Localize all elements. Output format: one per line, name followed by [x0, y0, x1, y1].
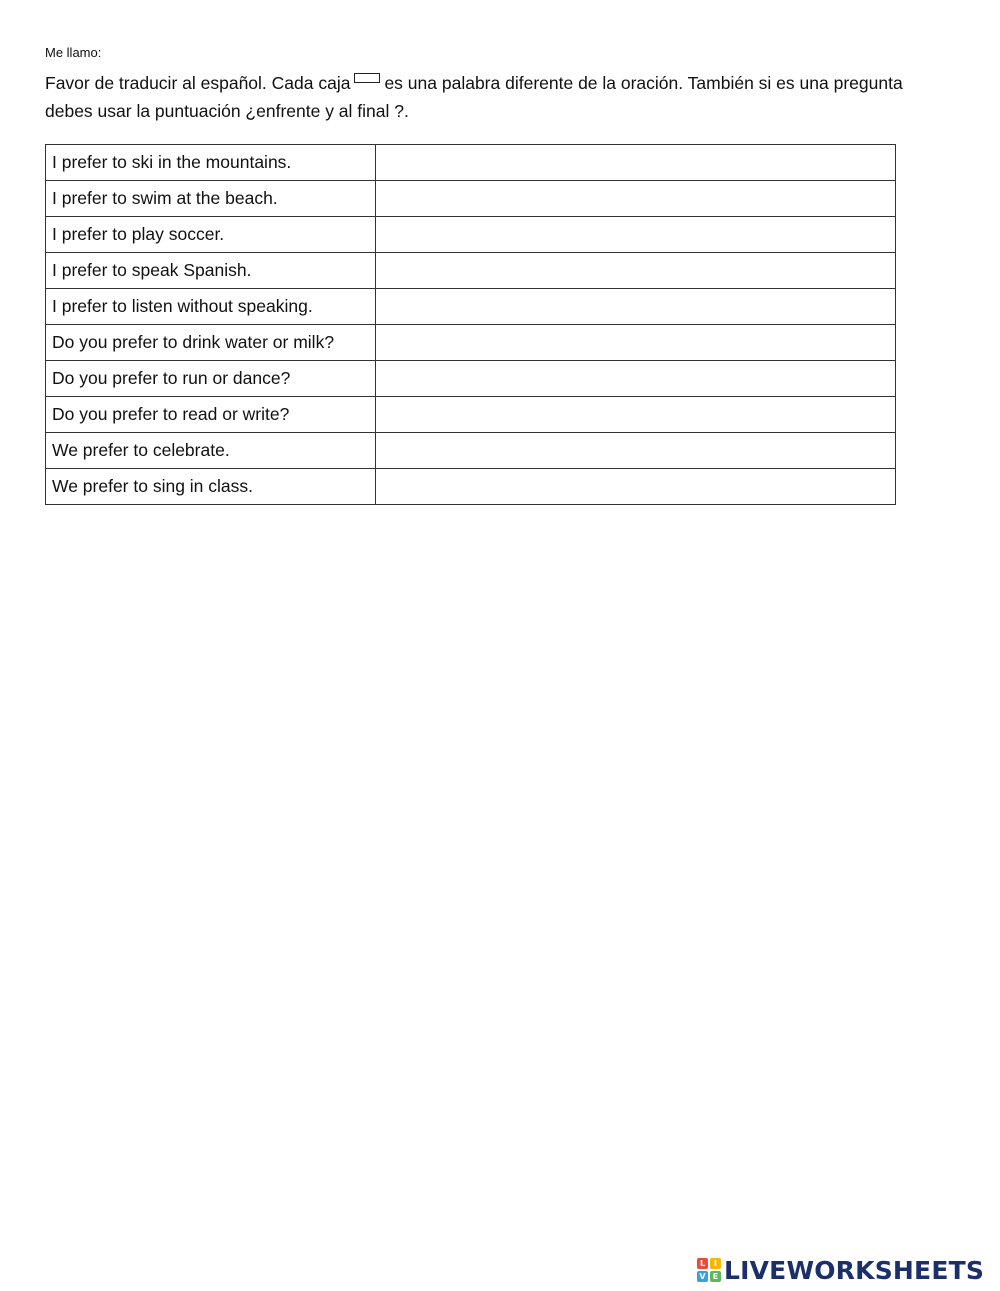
translation-answer-cell[interactable] — [376, 145, 896, 181]
table-row — [46, 217, 896, 253]
english-sentence-cell: I prefer to swim at the beach. — [46, 181, 376, 217]
table-row — [46, 469, 896, 505]
table-row — [46, 325, 896, 361]
instructions-text-part1: Favor de traducir al español. Cada caja — [45, 73, 351, 93]
table-row — [46, 253, 896, 289]
table-row — [46, 397, 896, 433]
english-sentence-cell: I prefer to speak Spanish. — [46, 253, 376, 289]
english-sentence-cell: Do you prefer to drink water or milk? — [46, 325, 376, 361]
instructions-text-part2: es una palabra diferente de la oración. También si es una pregunta debes usar la puntuación ¿enfrente y al final ?. — [45, 73, 903, 121]
translation-answer-cell[interactable] — [376, 433, 896, 469]
translation-answer-cell[interactable] — [376, 217, 896, 253]
translation-answer-cell[interactable] — [376, 181, 896, 217]
table-row — [46, 289, 896, 325]
liveworksheets-logo — [697, 1254, 984, 1286]
table-row — [46, 433, 896, 469]
table-row — [46, 145, 896, 181]
english-sentence-cell: We prefer to celebrate. — [46, 433, 376, 469]
translation-answer-cell[interactable] — [376, 397, 896, 433]
word-box-example-icon — [354, 73, 380, 83]
english-sentence-cell: We prefer to sing in class. — [46, 469, 376, 505]
translation-answer-cell[interactable] — [376, 253, 896, 289]
english-sentence-cell: I prefer to listen without speaking. — [46, 289, 376, 325]
english-sentence-cell: I prefer to ski in the mountains. — [46, 145, 376, 181]
translation-answer-cell[interactable] — [376, 325, 896, 361]
logo-block: I — [710, 1258, 721, 1269]
logo-text: LIVEWORKSHEETS — [724, 1255, 985, 1285]
name-label: Me llamo: — [45, 45, 102, 60]
english-sentence-cell: I prefer to play soccer. — [46, 217, 376, 253]
logo-block: E — [710, 1271, 721, 1282]
translation-answer-cell[interactable] — [376, 469, 896, 505]
translation-answer-cell[interactable] — [376, 289, 896, 325]
table-row — [46, 181, 896, 217]
logo-block: L — [697, 1258, 708, 1269]
table-row — [46, 361, 896, 397]
logo-blocks-icon — [697, 1258, 721, 1282]
translation-table — [45, 144, 896, 505]
english-sentence-cell: Do you prefer to run or dance? — [46, 361, 376, 397]
logo-block: V — [697, 1271, 708, 1282]
english-sentence-cell: Do you prefer to read or write? — [46, 397, 376, 433]
translation-answer-cell[interactable] — [376, 361, 896, 397]
instructions — [45, 69, 915, 125]
